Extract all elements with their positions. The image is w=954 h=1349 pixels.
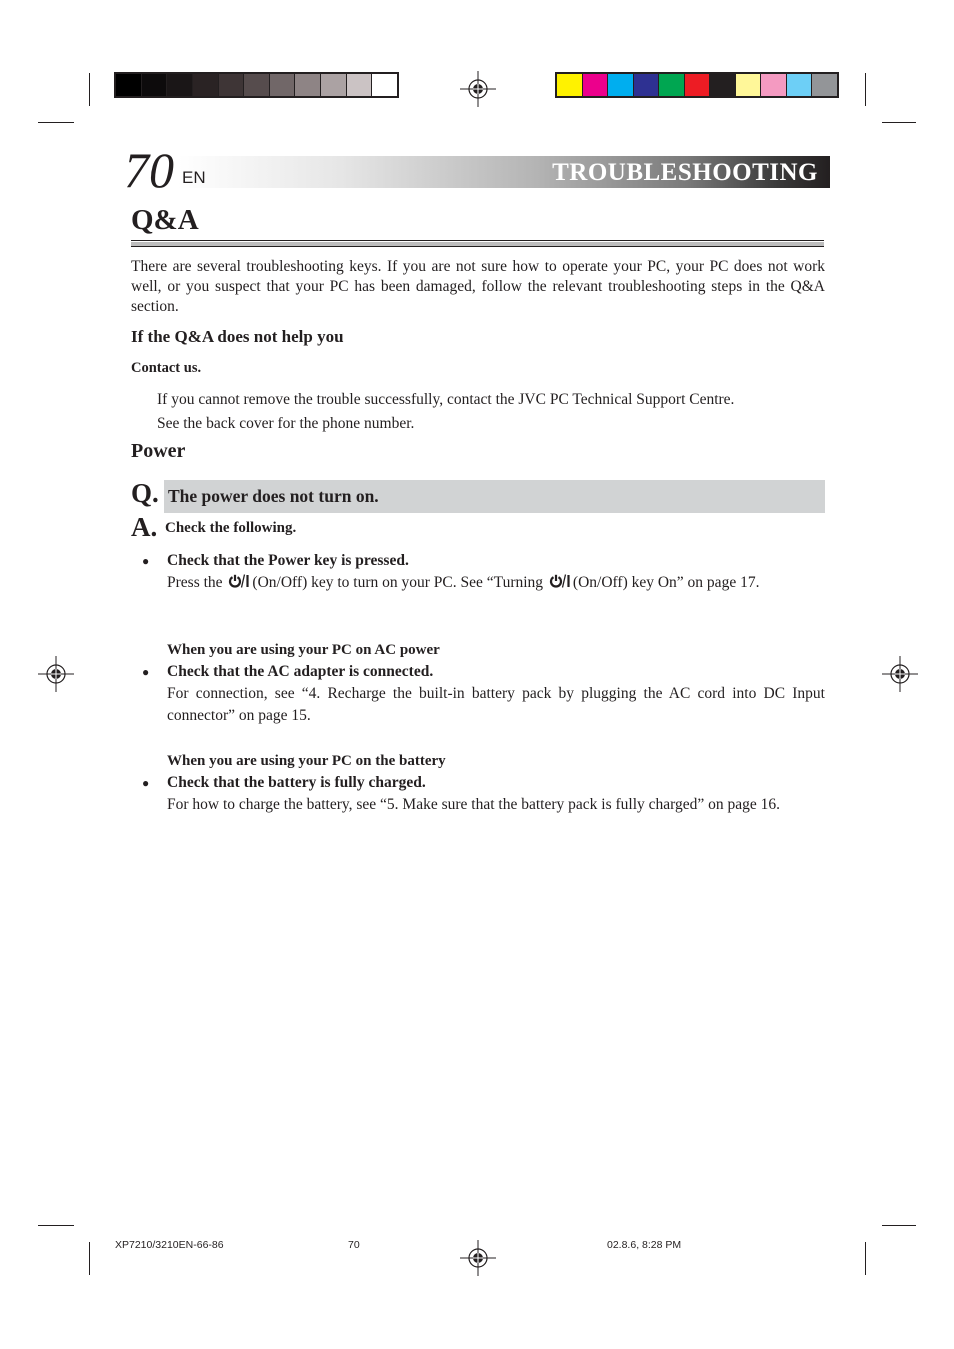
color-swatch <box>583 74 609 96</box>
color-swatch <box>710 74 736 96</box>
bullet: ● <box>142 665 150 679</box>
color-swatch <box>167 74 193 96</box>
question-mark: Q. <box>131 478 159 508</box>
crop-mark <box>882 122 916 123</box>
item-body-text: (On/Off) key On” on page 17. <box>572 574 760 591</box>
question-text: The power does not turn on. <box>168 486 379 506</box>
grayscale-color-bar <box>114 72 399 98</box>
color-swatch <box>557 74 583 96</box>
bullet: ● <box>142 554 150 568</box>
answer-intro: Check the following. <box>165 520 297 536</box>
crop-mark <box>865 1242 866 1275</box>
color-swatch <box>244 74 270 96</box>
contact-paragraph <box>157 389 825 437</box>
page-title: Q&A <box>131 204 199 236</box>
section-title: TROUBLESHOOTING <box>552 159 818 186</box>
color-swatch <box>659 74 685 96</box>
color-swatch <box>321 74 347 96</box>
power-heading: Power <box>131 440 186 462</box>
item-title: Check that the battery is fully charged. <box>167 774 426 791</box>
color-swatch <box>608 74 634 96</box>
registration-mark-icon <box>38 656 74 692</box>
condition-heading: When you are using your PC on the battery <box>167 753 446 769</box>
crop-mark <box>89 1242 90 1275</box>
color-swatch <box>270 74 296 96</box>
item-body: For how to charge the battery, see “5. Make sure that the battery pack is fully charged” on page 16. <box>167 796 781 813</box>
registration-mark-icon <box>460 1240 496 1276</box>
color-swatch <box>634 74 660 96</box>
footer-date: 02.8.6, 8:28 PM <box>607 1239 682 1251</box>
color-swatch <box>761 74 787 96</box>
power-key-icon <box>549 574 571 588</box>
color-swatch <box>347 74 373 96</box>
answer-mark: A. <box>131 512 158 542</box>
title-rule <box>131 240 824 248</box>
color-swatch <box>685 74 711 96</box>
footer-page: 70 <box>348 1239 360 1251</box>
condition-heading: When you are using your PC on AC power <box>167 642 440 658</box>
color-swatch <box>295 74 321 96</box>
crop-mark <box>38 122 74 123</box>
power-key-icon <box>228 574 250 588</box>
color-swatch <box>219 74 245 96</box>
color-swatch <box>812 74 837 96</box>
registration-mark-icon <box>460 71 496 107</box>
item-body-text: (On/Off) key to turn on your PC. See “Turning <box>252 574 544 591</box>
contact-line: If you cannot remove the trouble successfully, contact the JVC PC Technical Support Centre. <box>157 391 735 408</box>
help-heading: If the Q&A does not help you <box>131 327 344 346</box>
color-swatch <box>116 74 142 96</box>
page-number: 70 <box>124 142 174 198</box>
language-code: EN <box>182 168 206 187</box>
contact-line: See the back cover for the phone number. <box>157 415 415 432</box>
bullet: ● <box>142 776 150 790</box>
color-swatch <box>193 74 219 96</box>
process-color-bar <box>555 72 839 98</box>
crop-mark <box>38 1225 74 1226</box>
color-swatch <box>736 74 762 96</box>
item-title: Check that the AC adapter is connected. <box>167 663 434 680</box>
item-title: Check that the Power key is pressed. <box>167 552 409 569</box>
crop-mark <box>89 73 90 106</box>
item-body: For connection, see “4. Recharge the built-in battery pack by plugging the AC cord into DC Input connector” on page 15. <box>167 685 825 724</box>
intro-paragraph: There are several troubleshooting keys. If you are not sure how to operate your PC, your PC does not work well, or you suspect that your PC has been damaged, follow the relevant troubleshooting steps in the Q&A section. <box>131 258 825 315</box>
footer-file-id: XP7210/3210EN-66-86 <box>115 1239 224 1251</box>
color-swatch <box>787 74 813 96</box>
color-swatch <box>372 74 397 96</box>
color-swatch <box>142 74 168 96</box>
contact-label: Contact us. <box>131 360 202 376</box>
registration-mark-icon <box>882 656 918 692</box>
item-body <box>167 572 825 594</box>
crop-mark <box>865 73 866 106</box>
item-body-text: Press the <box>167 574 223 591</box>
crop-mark <box>882 1225 916 1226</box>
